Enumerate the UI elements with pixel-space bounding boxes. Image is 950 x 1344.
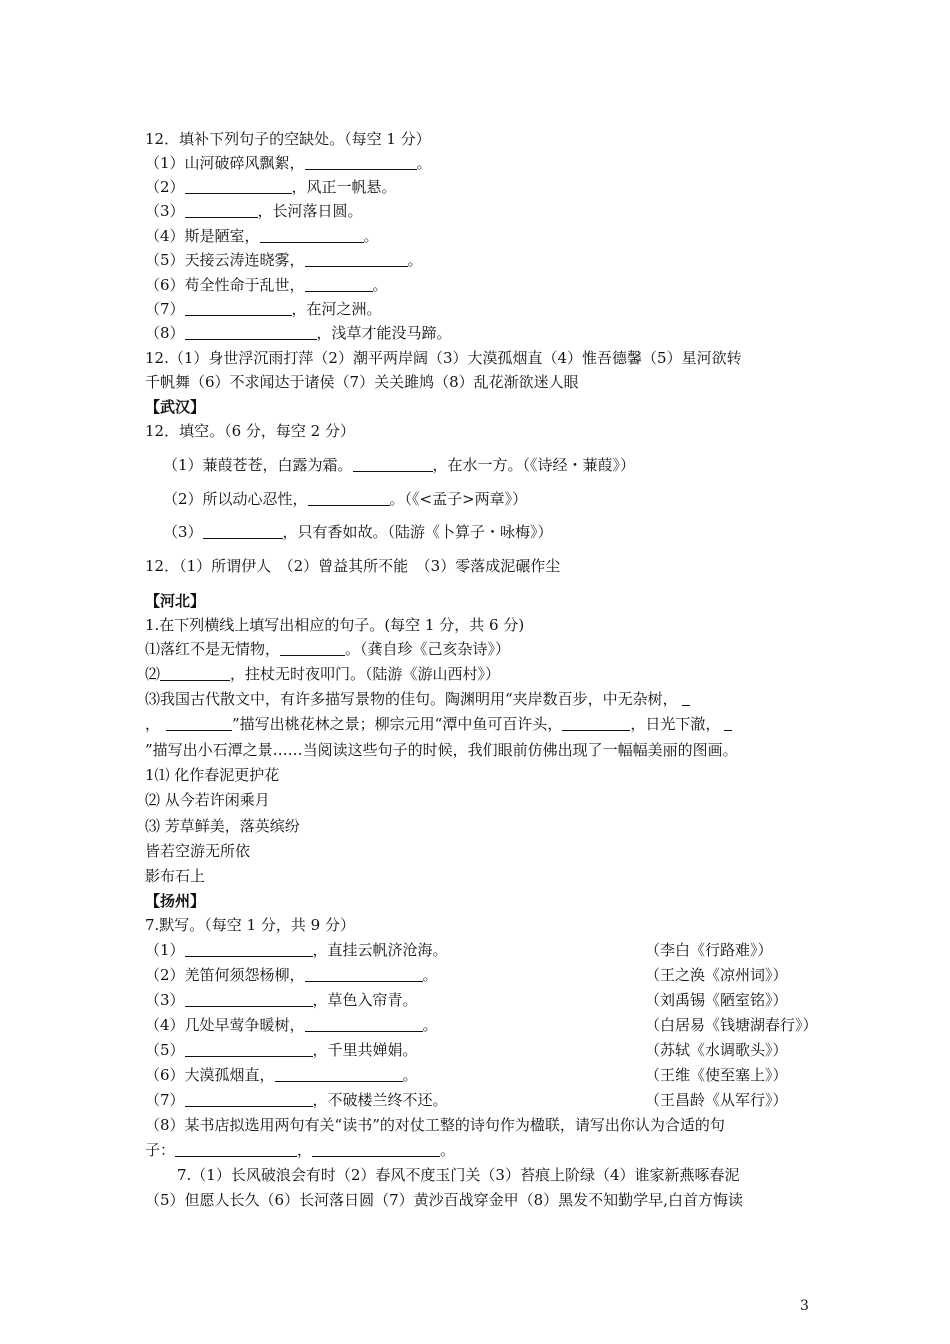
section-heading: 【武汉】 (145, 398, 206, 416)
fill-item: 子： ， 。 (145, 1141, 456, 1159)
answer-text: ⑶ 芳草鲜美，落英缤纷 (145, 817, 300, 835)
blank-line (260, 228, 364, 243)
answer-text: 12.（1）身世浮沉雨打萍（2）潮平两岸阔（3）大漠孤烟直（4）惟吾德馨（5）星河欲转 (145, 349, 742, 367)
fill-item: （3） ，长河落日圆。 (145, 202, 363, 220)
fill-item: （2） ，风正一帆悬。 (145, 178, 397, 196)
fill-item: （1） ，直挂云帆济沧海。 （李白《行路难》） (145, 941, 773, 959)
blank-line (185, 942, 313, 957)
fill-item: （8） ，浅草才能没马蹄。 (145, 324, 452, 342)
answer-text: （5）但愿人长久（6）长河落日圆（7）黄沙百战穿金甲（8）黑发不知勤学早,白首方悔读 (145, 1191, 743, 1209)
source-citation: （王维《使至塞上》） (645, 1066, 788, 1084)
fill-item: （4）斯是陋室， 。 (145, 227, 379, 245)
answer-text: 影布石上 (145, 867, 206, 885)
fill-item: （7） ，在河之洲。 (145, 300, 382, 318)
blank-line (160, 666, 230, 681)
fill-item: （2）羌笛何须怨杨柳， 。 （王之涣《凉州词》） (145, 966, 788, 984)
blank-line (185, 992, 313, 1007)
blank-line (305, 155, 417, 170)
blank-line (312, 1142, 440, 1157)
fill-item: ⑴落红不是无情物， 。（龚自珍《己亥杂诗》） (145, 640, 511, 658)
question-title: 12．填空。（6 分，每空 2 分） (145, 422, 355, 440)
blank-line (185, 1092, 313, 1107)
blank-line (280, 641, 345, 656)
blank-line (275, 1067, 403, 1082)
question-title: 12．填补下列句子的空缺处。（每空 1 分） (145, 130, 431, 148)
fill-item: ⑵ ，拄杖无时夜叩门。（陆游《游山西村》） (145, 665, 501, 683)
blank-line (308, 491, 390, 506)
fill-item: （4）几处早莺争暖树， 。 （白居易《钱塘湖春行》） (145, 1016, 818, 1034)
source-citation: （王之涣《凉州词》） (645, 966, 788, 984)
answer-text: 12．（1）所谓伊人 （2）曾益其所不能 （3）零落成泥碾作尘 (145, 557, 561, 575)
fill-item: （1）蒹葭苍苍，白露为霜。 ，在水一方。（《诗经・蒹葭》） (163, 456, 636, 474)
blank-line (166, 716, 232, 731)
section-heading: 【扬州】 (145, 892, 206, 910)
blank-line (305, 967, 423, 982)
question-title: 1.在下列横线上填写出相应的句子。(每空 1 分，共 6 分) (145, 616, 525, 634)
fill-item: ⑶我国古代散文中，有许多描写景物的佳句。陶渊明用“夹岸数百步，中无杂树， (145, 690, 690, 708)
fill-item: （7） ，不破楼兰终不还。 （王昌龄《从军行》） (145, 1091, 788, 1109)
blank-line (305, 277, 373, 292)
section-heading: 【河北】 (145, 592, 206, 610)
blank-line (185, 325, 317, 340)
fill-item: （5）天接云涛连晓雾， 。 (145, 251, 423, 269)
fill-item: （1）山河破碎风飘絮， 。 (145, 154, 432, 172)
blank-line (682, 691, 690, 706)
blank-line (353, 457, 433, 472)
blank-line (305, 1017, 423, 1032)
source-citation: （刘禹锡《陋室铭》） (645, 991, 788, 1009)
fill-item: （5） ，千里共婵娟。 （苏轼《水调歌头》） (145, 1041, 788, 1059)
source-citation: （苏轼《水调歌头》） (645, 1041, 788, 1059)
blank-line (203, 524, 283, 539)
fill-item: ”描写出小石潭之景……当阅读这些句子的时候，我们眼前仿佛出现了一幅幅美丽的图画。 (145, 741, 738, 759)
answer-text: ⑵ 从今若许闲乘月 (145, 791, 270, 809)
blank-line (724, 716, 732, 731)
blank-line (175, 1142, 297, 1157)
fill-item: （6）大漠孤烟直， 。 （王维《使至塞上》） (145, 1066, 788, 1084)
fill-item: （8）某书店拟选用两句有关“读书”的对仗工整的诗句作为楹联，请写出你认为合适的句 (145, 1116, 725, 1134)
blank-line (185, 301, 292, 316)
page-number: 3 (800, 1298, 809, 1314)
source-citation: （李白《行路难》） (645, 941, 773, 959)
fill-item: （2）所以动心忍性， 。（《<孟子>两章》） (163, 490, 528, 508)
answer-text: 千帆舞（6）不求闻达于诸侯（7）关关雎鸠（8）乱花渐欲迷人眼 (145, 373, 579, 391)
fill-item: （3） ，只有香如故。（陆游《卜算子・咏梅》） (163, 523, 553, 541)
answer-text: 1⑴ 化作春泥更护花 (145, 766, 280, 784)
blank-line (185, 1042, 313, 1057)
blank-line (562, 716, 630, 731)
blank-line (185, 179, 292, 194)
fill-item: ， ”描写出桃花林之景；柳宗元用“潭中鱼可百许头， ，日光下澈， (145, 715, 732, 733)
blank-line (185, 203, 258, 218)
answer-text: 7.（1）长风破浪会有时（2）春风不度玉门关（3）苔痕上阶绿（4）谁家新燕啄春泥 (177, 1166, 740, 1184)
source-citation: （白居易《钱塘湖春行》） (645, 1016, 818, 1034)
source-citation: （王昌龄《从军行》） (645, 1091, 788, 1109)
question-title: 7.默写。（每空 1 分，共 9 分） (145, 916, 355, 934)
fill-item: （6）苟全性命于乱世， 。 (145, 276, 388, 294)
fill-item: （3） ，草色入帘青。 （刘禹锡《陋室铭》） (145, 991, 788, 1009)
blank-line (305, 252, 408, 267)
answer-text: 皆若空游无所依 (145, 842, 251, 860)
